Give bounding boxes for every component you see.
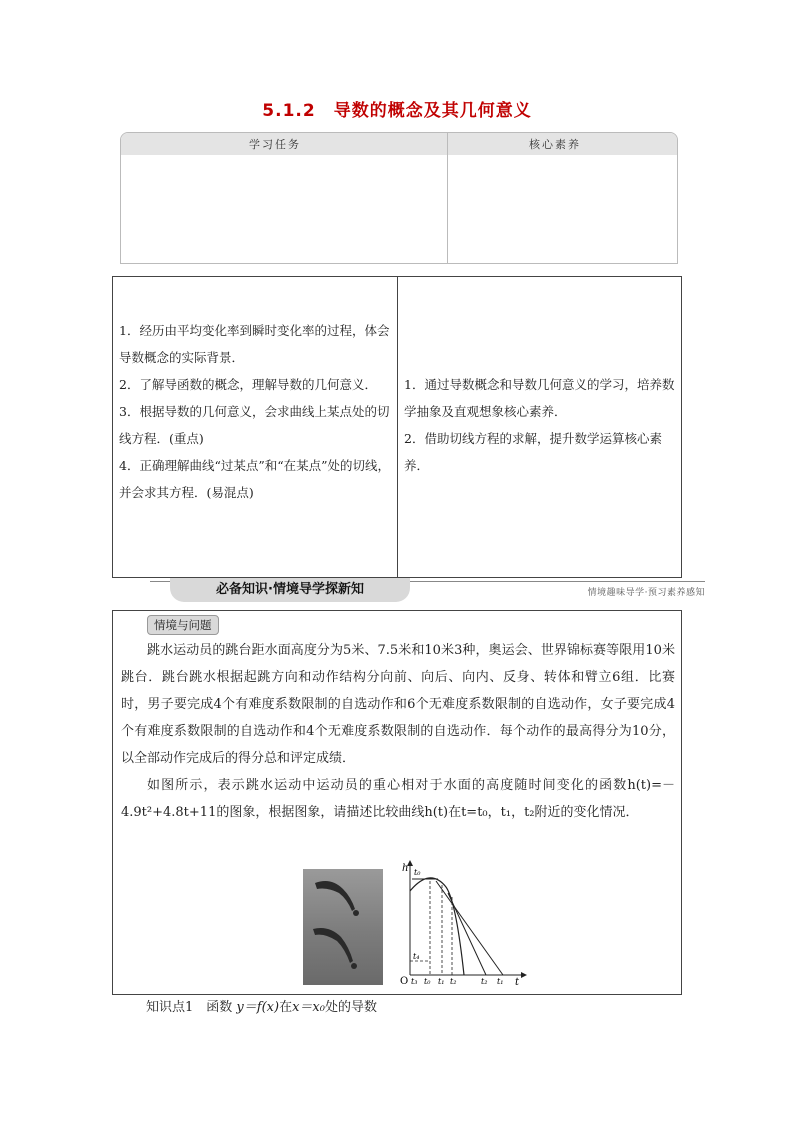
task-table-header-bar [121,133,677,155]
knowledge-point-middle: 在 [279,1000,293,1015]
tick-label: t₀ [424,977,431,986]
learning-task-item: 3．根据导数的几何意义，会求曲线上某点处的切线方程．(重点) [119,404,390,446]
tick-label: t₀ [414,868,421,877]
diver-photo [303,869,383,985]
knowledge-point-prefix: 知识点1 函数 [146,1000,233,1015]
task-table-divider [447,133,448,263]
goals-divider [397,277,398,577]
scenario-box [112,610,682,995]
section-banner-label: 必备知识·情境导学探新知 [170,578,410,602]
tick-label: t₁ [438,977,445,986]
tick-label: t₂ [481,977,488,986]
knowledge-point-heading [146,996,377,1015]
knowledge-point-func: y＝f(x) [236,1000,280,1015]
core-literacy-item: 1．通过导数概念和导数几何意义的学习，培养数学抽象及直观想象核心素养． [404,377,675,419]
scenario-tag: 情境与问题 [147,615,219,635]
axis-label-h: h [402,863,409,874]
scenario-paragraph-2: 如图所示，表示跳水运动中运动员的重心相对于水面的高度随时间变化的函数h(t)=－4.9t²+4.8t+11的图象，根据图象，请描述比较曲线h(t)在t=t₀，t₁，t₂附近的变化情况． [121,778,675,820]
core-literacy-list [404,371,678,479]
section-banner-note: 情境趣味导学·预习素养感知 [587,588,705,598]
learning-task-item: 1．经历由平均变化率到瞬时变化率的过程，体会导数概念的实际背景． [119,323,390,365]
core-literacy-header: 核心素养 [529,138,581,151]
tick-label: t₂ [450,977,457,986]
scenario-paragraph-1: 跳水运动员的跳台距水面高度分为5米、7.5米和10米3种，奥运会、世界锦标赛等限用10米跳台．跳台跳水根据起跳方向和动作结构分向前、向后、向内、反身、转体和臂立6组．比赛时，男子要完成4个有难度系数限制的自选动作和6个无难度系数限制的自选动作，女子要完成4个有难度系数限制的自选动作和4个无难度系数限制的自选动作．每个动作的最高得分为10分，以全部动作完成后的得分总和评定成绩． [121,643,675,766]
task-table [120,132,678,264]
tick-label: t₃ [411,977,418,986]
axis-label-t: t [515,977,520,987]
knowledge-point-suffix: 处的导数 [324,1000,377,1015]
origin-label: O [400,976,409,987]
tick-label: t₁ [497,977,504,986]
learning-task-header: 学习任务 [249,138,301,151]
goals-table [112,276,682,578]
page-title: 5.1.2 导数的概念及其几何意义 [262,101,532,121]
tangent-t2 [448,893,486,975]
learning-task-item: 4．正确理解曲线“过某点”和“在某点”处的切线，并会求其方程．(易混点) [119,458,391,500]
learning-task-list [119,317,393,506]
learning-task-item: 2．了解导函数的概念，理解导数的几何意义． [119,377,377,392]
tick-label: t₄ [413,952,420,961]
core-literacy-item: 2．借助切线方程的求解，提升数学运算核心素养． [404,431,662,473]
tangent-t1 [436,881,503,975]
section-banner [150,578,705,604]
height-time-graph [398,857,528,987]
knowledge-point-point: x＝x₀ [292,1000,325,1015]
